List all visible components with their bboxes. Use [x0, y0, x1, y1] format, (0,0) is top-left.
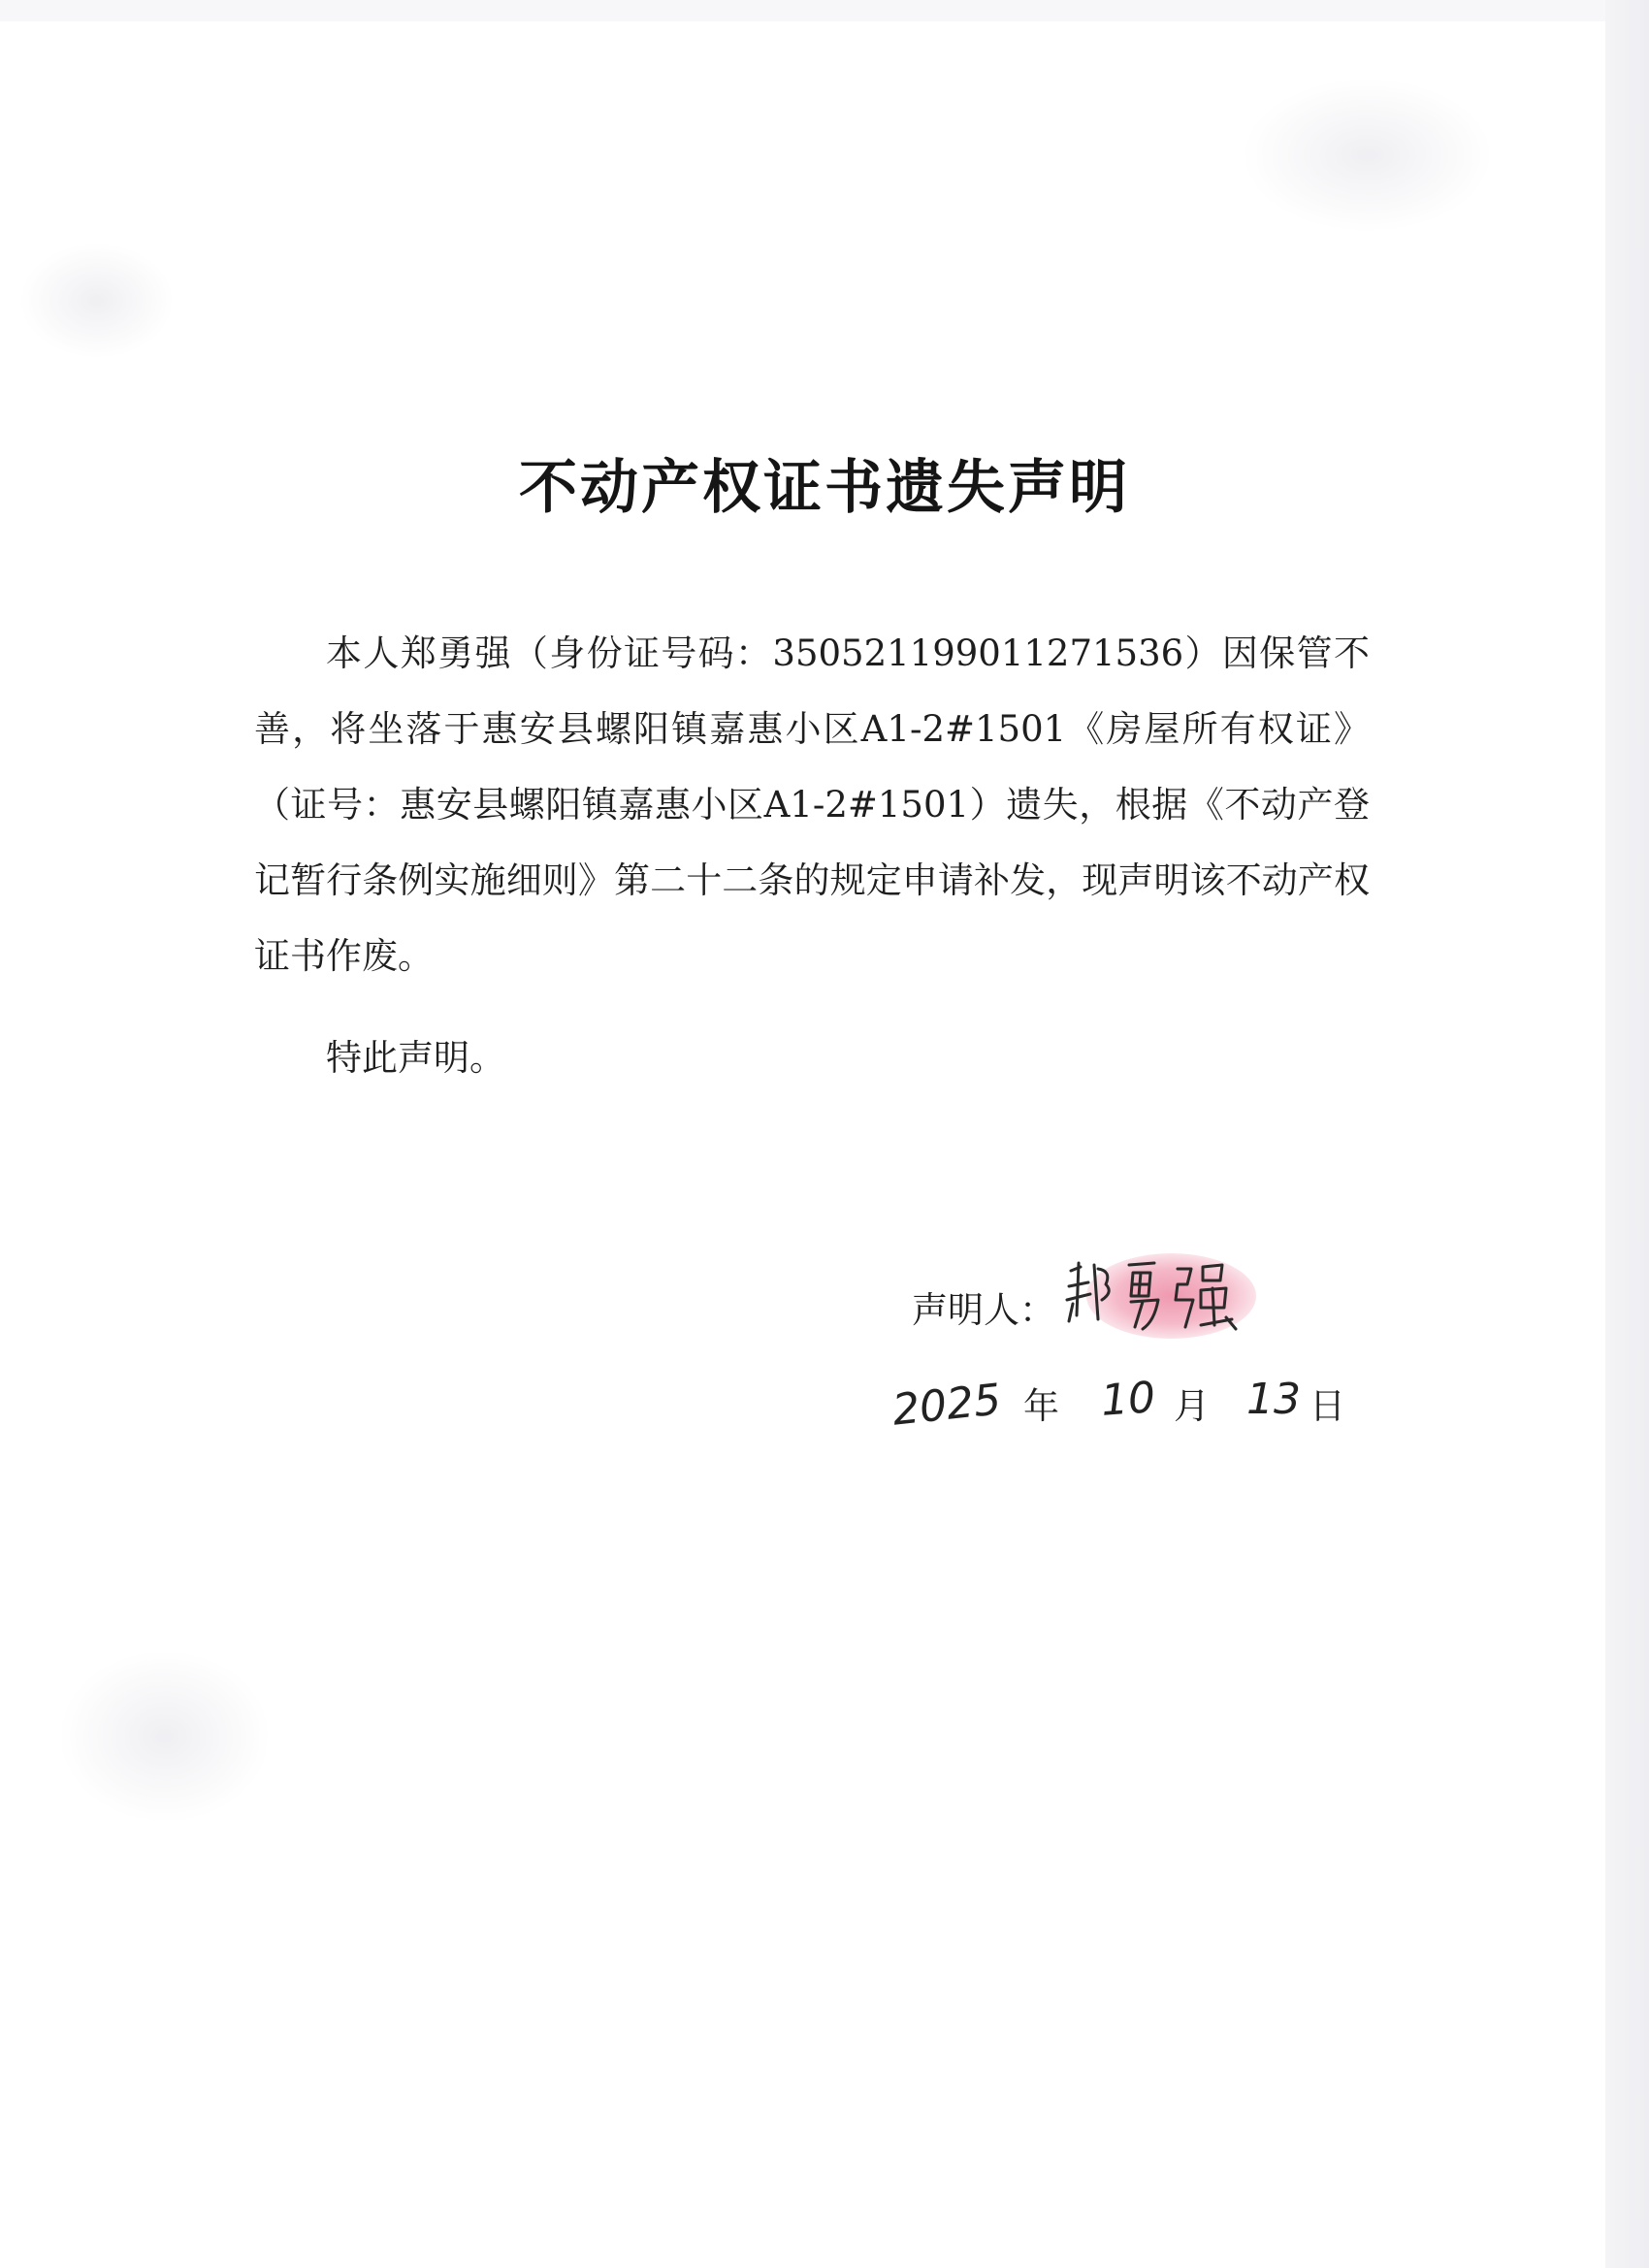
scan-smudge [1242, 78, 1494, 233]
handwritten-date [889, 1363, 1358, 1450]
declaration-paragraph: 本人郑勇强（身份证号码：350521199011271536）因保管不善，将坐落于惠安县螺阳镇嘉惠小区A1-2#1501《房屋所有权证》（证号：惠安县螺阳镇嘉惠小区A1-2#1501）遗失，根据《不动产登记暂行条例实施细则》第二十二条的规定申请补发，现声明该不动产权证书作废。 [254, 632, 1370, 977]
scan-smudge [19, 243, 175, 359]
document-title: 不动产权证书遗失声明 [519, 454, 1130, 522]
date-year: 2025 [889, 1375, 1004, 1436]
declaration-body [254, 616, 1370, 994]
date-day-unit: 日 [1310, 1385, 1345, 1427]
scan-smudge [58, 1649, 272, 1824]
date-year-unit: 年 [1023, 1385, 1059, 1427]
scan-edge-top [0, 0, 1649, 21]
date-month-unit: 月 [1174, 1385, 1210, 1427]
date-month: 10 [1099, 1373, 1157, 1426]
handwritten-signature [1059, 1240, 1263, 1346]
scan-edge-right [1605, 0, 1649, 2268]
declarant-label: 声明人： [912, 1289, 1055, 1331]
closing-statement: 特此声明。 [326, 1037, 505, 1079]
date-day: 13 [1246, 1375, 1301, 1424]
